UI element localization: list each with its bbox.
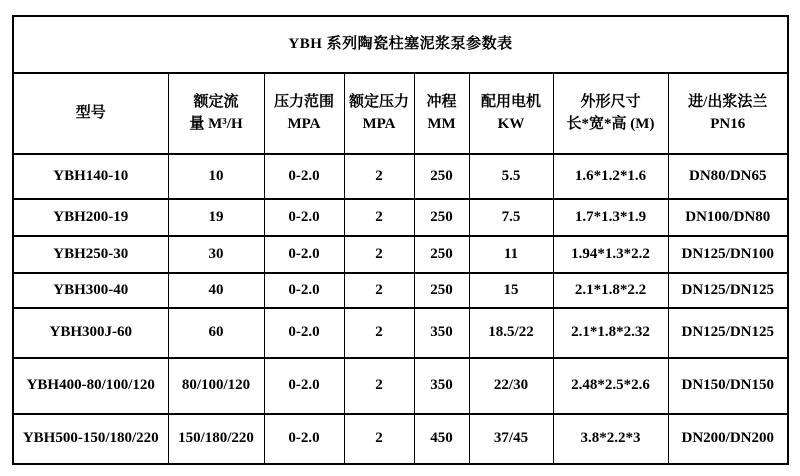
cell-pressure-range: 0-2.0 bbox=[264, 154, 344, 199]
cell-stroke: 250 bbox=[414, 199, 469, 236]
col-header-motor: 配用电机 KW bbox=[469, 73, 553, 154]
cell-model: YBH200-19 bbox=[13, 199, 168, 236]
col-header-model bbox=[13, 73, 168, 154]
table-row bbox=[13, 236, 788, 273]
cell-pressure-range: 0-2.0 bbox=[264, 273, 344, 308]
table-header-row bbox=[13, 73, 788, 154]
cell-motor: 18.5/22 bbox=[469, 308, 553, 358]
cell-rated-flow: 150/180/220 bbox=[168, 414, 264, 464]
cell-rated-flow: 19 bbox=[168, 199, 264, 236]
cell-motor: 5.5 bbox=[469, 154, 553, 199]
col-header-pressure-range: 压力范围 MPA bbox=[264, 73, 344, 154]
table-row bbox=[13, 199, 788, 236]
cell-rated-pressure: 2 bbox=[344, 358, 414, 414]
cell-dimensions: 1.94*1.3*2.2 bbox=[553, 236, 668, 273]
table-title: YBH 系列陶瓷柱塞泥浆泵参数表 bbox=[13, 16, 788, 73]
cell-pressure-range: 0-2.0 bbox=[264, 414, 344, 464]
col-header-rated-pressure: 额定压力 MPA bbox=[344, 73, 414, 154]
table-row bbox=[13, 358, 788, 414]
cell-pressure-range: 0-2.0 bbox=[264, 358, 344, 414]
cell-dimensions: 1.7*1.3*1.9 bbox=[553, 199, 668, 236]
cell-model: YBH250-30 bbox=[13, 236, 168, 273]
cell-stroke: 250 bbox=[414, 273, 469, 308]
cell-model: YBH300J-60 bbox=[13, 308, 168, 358]
col-header-dimensions: 外形尺寸 长*宽*高 (M) bbox=[553, 73, 668, 154]
cell-rated-flow: 40 bbox=[168, 273, 264, 308]
col-header-rated-flow: 额定流 量 M³/H bbox=[168, 73, 264, 154]
cell-rated-pressure: 2 bbox=[344, 199, 414, 236]
cell-dimensions: 3.8*2.2*3 bbox=[553, 414, 668, 464]
cell-stroke: 250 bbox=[414, 236, 469, 273]
cell-dimensions: 1.6*1.2*1.6 bbox=[553, 154, 668, 199]
cell-flange: DN150/DN150 bbox=[668, 358, 788, 414]
cell-stroke: 350 bbox=[414, 358, 469, 414]
cell-dimensions: 2.1*1.8*2.32 bbox=[553, 308, 668, 358]
cell-flange: DN125/DN100 bbox=[668, 236, 788, 273]
col-header-model-label: 型号 bbox=[75, 104, 106, 121]
cell-motor: 22/30 bbox=[469, 358, 553, 414]
cell-rated-pressure: 2 bbox=[344, 308, 414, 358]
table-title-row bbox=[13, 16, 788, 73]
cell-flange: DN200/DN200 bbox=[668, 414, 788, 464]
cell-rated-pressure: 2 bbox=[344, 236, 414, 273]
table-row bbox=[13, 414, 788, 464]
pump-parameters-table bbox=[12, 15, 789, 465]
cell-model: YBH500-150/180/220 bbox=[13, 414, 168, 464]
cell-stroke: 450 bbox=[414, 414, 469, 464]
cell-flange: DN100/DN80 bbox=[668, 199, 788, 236]
cell-rated-pressure: 2 bbox=[344, 414, 414, 464]
cell-model: YBH400-80/100/120 bbox=[13, 358, 168, 414]
cell-model: YBH140-10 bbox=[13, 154, 168, 199]
cell-pressure-range: 0-2.0 bbox=[264, 199, 344, 236]
cell-stroke: 350 bbox=[414, 308, 469, 358]
col-header-flange: 进/出浆法兰 PN16 bbox=[668, 73, 788, 154]
cell-flange: DN125/DN125 bbox=[668, 273, 788, 308]
cell-motor: 37/45 bbox=[469, 414, 553, 464]
cell-stroke: 250 bbox=[414, 154, 469, 199]
cell-rated-pressure: 2 bbox=[344, 154, 414, 199]
cell-rated-flow: 30 bbox=[168, 236, 264, 273]
cell-dimensions: 2.48*2.5*2.6 bbox=[553, 358, 668, 414]
cell-flange: DN125/DN125 bbox=[668, 308, 788, 358]
cell-rated-pressure: 2 bbox=[344, 273, 414, 308]
table-row bbox=[13, 308, 788, 358]
cell-model: YBH300-40 bbox=[13, 273, 168, 308]
cell-motor: 15 bbox=[469, 273, 553, 308]
table-row bbox=[13, 154, 788, 199]
cell-rated-flow: 60 bbox=[168, 308, 264, 358]
cell-motor: 7.5 bbox=[469, 199, 553, 236]
cell-rated-flow: 10 bbox=[168, 154, 264, 199]
cell-flange: DN80/DN65 bbox=[668, 154, 788, 199]
cell-dimensions: 2.1*1.8*2.2 bbox=[553, 273, 668, 308]
cell-rated-flow: 80/100/120 bbox=[168, 358, 264, 414]
cell-motor: 11 bbox=[469, 236, 553, 273]
cell-pressure-range: 0-2.0 bbox=[264, 308, 344, 358]
col-header-stroke: 冲程 MM bbox=[414, 73, 469, 154]
table-row bbox=[13, 273, 788, 308]
cell-pressure-range: 0-2.0 bbox=[264, 236, 344, 273]
